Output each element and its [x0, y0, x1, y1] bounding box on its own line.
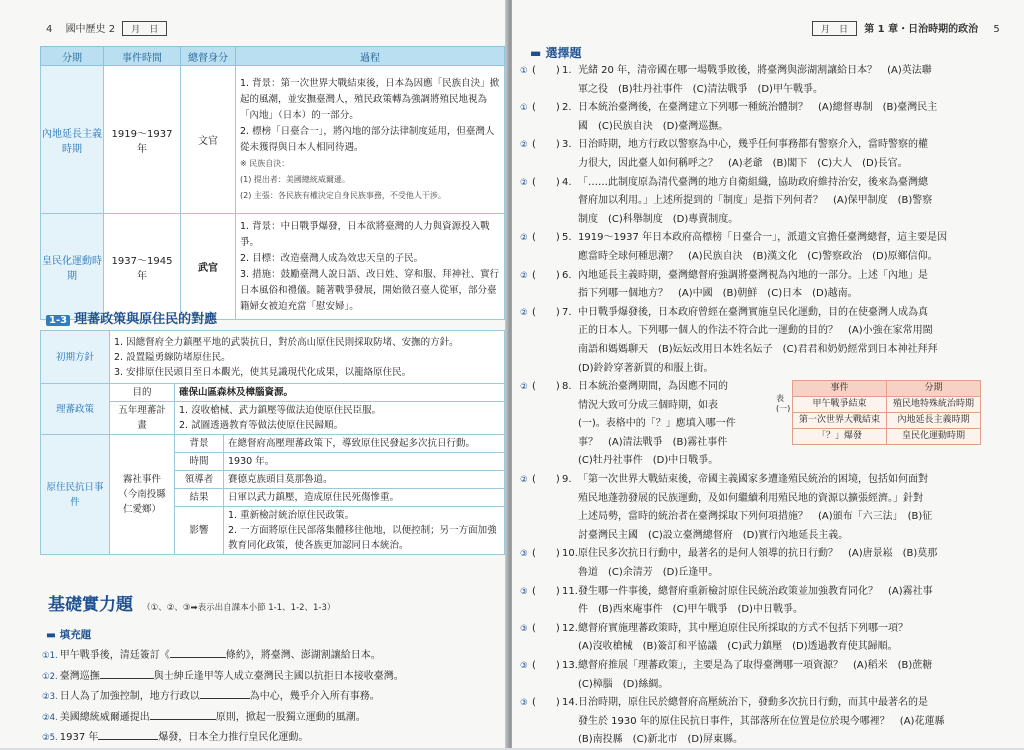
question-line: (D)鈴鈴穿著新買的和服上街。	[578, 362, 714, 374]
row-key: 背景	[175, 435, 224, 453]
fill-item	[42, 646, 404, 667]
question-line: 應當時全球何種思潮？ (A)民族自決 (B)漢文化 (C)警察政治 (D)原鄉信仰。	[578, 250, 938, 262]
date-box: 月 日	[812, 21, 857, 36]
table-cell: 第一次世界大戰結束	[793, 413, 887, 429]
question-line: 事？ (A)清法戰爭 (B)霧社事件	[578, 436, 728, 448]
question-line: 「……此制度原為清代臺灣的地方自衛組織，協助政府維持治安，後來為臺灣總	[578, 176, 928, 188]
question-line: (一)。表格中的「？」應填入哪一件	[578, 418, 736, 430]
col-time: 事件時間	[104, 47, 181, 66]
question-number: 5.	[562, 232, 572, 244]
time-cell: 1937～1945 年	[104, 214, 181, 320]
table-cell: 「？」爆發	[793, 429, 887, 445]
item-mark: ②4.	[42, 712, 58, 723]
policy-label: 理蕃政策	[41, 384, 110, 435]
row-key: 領導者	[175, 471, 224, 489]
question-number: 13.	[562, 660, 578, 671]
answer-box[interactable]: ( )	[532, 585, 560, 597]
question-mark: ②	[520, 475, 528, 486]
answer-blank[interactable]	[170, 646, 226, 658]
question-line: (B)南投縣 (C)新北市 (D)屏東縣。	[578, 734, 743, 746]
item-text: 為中心，幾乎介入所有事務。	[249, 691, 380, 702]
question-number: 6.	[562, 269, 572, 281]
question-mark: ①	[520, 66, 528, 76]
question-item	[520, 583, 998, 620]
col-process: 過程	[236, 47, 505, 66]
process-item: 2. 目標：改造臺灣人成為效忠天皇的子民。	[240, 252, 424, 264]
question-line: 原住民多次抗日行動中，最著名的是何人領導的抗日行動？ (A)唐景崧 (B)莫那	[578, 548, 938, 560]
left-page	[0, 0, 508, 748]
question-number: 9.	[562, 474, 572, 486]
answer-box[interactable]: ( )	[532, 269, 560, 281]
col-governor: 總督身分	[181, 47, 236, 66]
date-box: 月 日	[122, 21, 167, 36]
right-header	[808, 20, 1000, 36]
answer-box[interactable]: ( )	[532, 697, 560, 709]
question-line: 中日戰爭爆發後，日本政府曾經在臺灣實施皇民化運動，目的在使臺灣人成為真	[578, 306, 928, 318]
question-line: 日本統治臺灣期間，為因應不同的	[578, 381, 728, 393]
chapter-title: 第 1 章・日治時期的政治	[864, 24, 979, 35]
question-line: 件 (B)西來庵事件 (C)甲午戰爭 (D)中日戰爭。	[578, 604, 803, 616]
left-header	[46, 20, 171, 36]
item-text: 1937 年	[59, 732, 99, 743]
question-line: 督府加以利用。」上述所提到的「制度」是指下列何者？ (A)保甲制度 (B)警察	[578, 195, 933, 207]
period-mini-table	[792, 380, 981, 445]
table-caption: 表(一)	[776, 394, 791, 414]
question-item	[520, 620, 998, 657]
plan-cell	[175, 402, 505, 435]
answer-box[interactable]: ( )	[532, 102, 560, 114]
question-line: 殖民地蓬勃發展的民族運動，及如何繼續利用殖民地的資源以擴張經濟。」針對	[578, 492, 923, 504]
table-row	[41, 435, 505, 453]
question-line: 發生於 1930 年的原住民抗日事件，其部落所在位置是位於現今哪裡？ (A)花蓮縣	[578, 715, 945, 727]
question-line: 討臺灣民主國 (C)設立臺灣總督府 (D)實行內地延長主義。	[578, 529, 849, 541]
question-mark: ②	[520, 270, 528, 281]
question-number: 3.	[562, 139, 572, 151]
answer-box[interactable]: ( )	[532, 548, 560, 560]
fill-heading: ▬ 填充題	[46, 629, 92, 641]
fill-heading-text: 填充題	[59, 629, 92, 641]
row-value: 在總督府高壓理蕃政策下，導致原住民發起多次抗日行動。	[224, 435, 505, 453]
time-cell: 1919～1937 年	[104, 66, 181, 214]
list-item: 1. 因總督府全力鎮壓平地的武裝抗日，對於高山原住民則採取防堵、安撫的方針。	[114, 336, 459, 348]
period-cell: 皇民化運動時期	[41, 214, 104, 320]
question-item	[520, 136, 998, 173]
question-mark: ②	[520, 177, 528, 188]
question-item	[520, 694, 998, 750]
choice-heading-text: 選擇題	[545, 46, 582, 60]
question-line: 光緒 20 年，清帝國在哪一場戰爭敗後，將臺灣與澎湖割讓給日本？ (A)英法聯	[578, 65, 932, 76]
question-item	[520, 545, 998, 582]
question-mark: ②	[520, 307, 528, 318]
question-item	[520, 99, 998, 136]
answer-box[interactable]: ( )	[532, 176, 560, 188]
resist-label: 原住民抗日事件	[41, 435, 110, 555]
question-mark: ③	[520, 661, 528, 671]
event-label: 霧社事件（今南投縣仁愛鄉）	[110, 435, 175, 555]
question-line: 日治時期，地方行政以警察為中心，幾乎任何事務都有警察介入，當時警察的權	[578, 139, 928, 151]
period-cell: 內地延長主義時期	[41, 66, 104, 214]
table-row	[793, 397, 981, 413]
fill-item	[42, 687, 404, 708]
page-number: 5	[993, 24, 1000, 35]
question-mark: ③	[520, 549, 528, 560]
fill-item	[42, 728, 404, 748]
question-number: 11.	[562, 585, 578, 597]
item-text: 日人為了加強控制，地方行政以	[59, 691, 200, 702]
question-number: 2.	[562, 102, 572, 114]
question-item	[520, 229, 998, 266]
question-mark: ②	[520, 382, 528, 393]
question-line: 魯道 (C)余清芳 (D)丘逢甲。	[578, 567, 719, 579]
item-mark: ②3.	[42, 692, 58, 702]
question-number: 10.	[562, 548, 578, 560]
answer-blank[interactable]	[200, 687, 250, 699]
list-item: 2. 一方面將原住民部落集體移往他地，以便控制；另一方面加強教育同化政策，使各族更加認同日本統治。	[228, 525, 497, 551]
answer-box[interactable]: ( )	[532, 622, 560, 634]
item-mark: ②5.	[42, 733, 58, 743]
question-line: 總督府推展「理蕃政策」，主要是為了取得臺灣哪一項資源？ (A)稻米 (B)蔗糖	[578, 660, 933, 671]
item-text: 美國總統威爾遜提出	[59, 711, 150, 723]
answer-box[interactable]: ( )	[532, 306, 560, 318]
question-line: 力很大，因此臺人如何稱呼之？ (A)老爺 (B)閣下 (C)大人 (D)長官。	[578, 157, 908, 169]
question-line: 「第一次世界大戰結束後，帝國主義國家多遭逢殖民統治的困境，包括如何面對	[578, 474, 928, 486]
question-line: 內地延長主義時期，臺灣總督府強調將臺灣視為內地的一部分。上述「內地」是	[578, 269, 928, 281]
early-label: 初期方針	[41, 331, 110, 384]
question-item	[520, 471, 998, 545]
answer-box[interactable]: ( )	[532, 660, 560, 671]
answer-box[interactable]: ( )	[532, 474, 560, 486]
table-cell: 殖民地特殊統治時期	[887, 397, 981, 413]
question-number: 12.	[562, 622, 578, 634]
note-line: (2) 主張：各民族有權決定自身民族事務，不受他人干涉。	[240, 190, 446, 200]
note-line: (1) 提出者：美國總統威爾遜。	[240, 174, 350, 184]
question-mark: ③	[520, 586, 528, 597]
governor-cell: 武官	[181, 214, 236, 320]
item-text: 甲午戰爭後，清廷簽訂《	[59, 650, 170, 661]
item-text: 臺灣巡撫	[59, 670, 100, 682]
answer-box[interactable]: ( )	[532, 139, 560, 151]
question-line: 制度 (C)科舉制度 (D)專賣制度。	[578, 213, 739, 225]
process-item: 3. 措施：鼓勵臺灣人說日語、改日姓、穿和服、拜神社、實行日本風俗和禮儀。隨著戰爭發展，開始徵召臺人從軍，部分臺籍婦女被迫充當「慰安婦」。	[240, 268, 500, 312]
question-line: 指下列哪一個地方？ (A)中國 (B)朝鮮 (C)日本 (D)越南。	[578, 288, 858, 300]
question-mark: ①	[520, 103, 528, 114]
question-line: (A)沒收槍械 (B)簽訂和平協議 (C)武力鎮壓 (D)透過教育使其歸順。	[578, 641, 898, 653]
process-cell	[236, 214, 505, 320]
list-item: 2. 試圖透過教育等做法使原住民歸順。	[179, 420, 344, 431]
question-line: 國 (C)民族自決 (D)臺灣巡撫。	[578, 120, 729, 132]
answer-box[interactable]: ( )	[532, 65, 560, 76]
governor-cell: 文官	[181, 66, 236, 214]
section-heading	[46, 308, 217, 327]
table-row	[793, 429, 981, 445]
book-title: 國中歷史 2	[65, 24, 116, 35]
col-period: 分期	[41, 47, 104, 66]
question-line: 日治時期，原住民於總督府高壓統治下，發動多次抗日行動，而其中最著名的是	[578, 697, 928, 709]
question-line: 發生哪一件事後，總督府重新檢討原住民統治政策並加強教育同化？ (A)霧社事	[578, 585, 933, 597]
question-line: (C)牡丹社事件 (D)中日戰爭。	[578, 455, 719, 467]
question-item	[520, 267, 998, 304]
row-key: 結果	[175, 489, 224, 507]
policy-table	[40, 330, 505, 555]
item-text: 爆發，日本全力推行皇民化運動。	[158, 732, 309, 743]
note-line: ※ 民族自決：	[240, 158, 290, 168]
process-cell	[236, 66, 505, 214]
section-tag: 1-3	[46, 315, 70, 326]
table-row	[41, 402, 505, 435]
question-number: 4.	[562, 176, 572, 188]
item-text: 原則，掀起一股獨立運動的風潮。	[215, 711, 366, 723]
list-item: 1. 重新檢討統治原住民政策。	[228, 510, 355, 521]
list-item: 2. 設置隘勇線防堵原住民。	[114, 351, 231, 363]
answer-blank[interactable]	[100, 667, 154, 679]
item-text: 條約》，將臺灣、澎湖割讓給日本。	[225, 650, 381, 661]
table-cell: 甲午戰爭結束	[793, 397, 887, 413]
item-mark: ①2.	[42, 671, 58, 682]
question-number: 7.	[562, 306, 572, 318]
question-mark: ②	[520, 233, 528, 244]
early-cell	[110, 331, 505, 384]
period-table	[40, 46, 505, 320]
row-value: 賽德克族頭目莫那魯道。	[224, 471, 505, 489]
answer-blank[interactable]	[98, 728, 158, 740]
answer-blank[interactable]	[150, 708, 216, 720]
process-item: 1. 背景：第一次世界大戰結束後，日本為因應「民族自決」掀起的風潮，並安撫臺灣人，殖民政策轉為強調將殖民地視為「內地」（日本）的一部分。	[240, 77, 500, 121]
table-row	[41, 66, 505, 214]
basic-section-heading	[48, 590, 335, 615]
question-mark: ③	[520, 623, 528, 634]
question-item	[520, 62, 998, 99]
process-item: 2. 標榜「日臺合一」，將內地的部分法律制度延用，但臺灣人從未獲得與日本人相同待遇。	[240, 125, 495, 153]
question-list	[520, 62, 998, 750]
question-line: 南語和媽媽聊天 (B)妘妘改用日本姓名妘子 (C)君君和奶奶經常到日本神社拜拜	[578, 343, 938, 355]
question-item	[520, 657, 998, 694]
question-line: 總督府實施理蕃政策時，其中壓迫原住民所採取的方式不包括下列哪一項？	[578, 622, 908, 634]
table-cell: 皇民化運動時期	[887, 429, 981, 445]
process-item: 1. 背景：中日戰爭爆發，日本欲將臺灣的人力與資源投入戰爭。	[240, 220, 490, 248]
row-value: 日軍以武力鎮壓，造成原住民死傷慘重。	[224, 489, 505, 507]
question-item	[520, 304, 998, 378]
row-value: 1930 年。	[224, 453, 505, 471]
question-mark: ②	[520, 140, 528, 151]
table-row	[41, 214, 505, 320]
question-number: 1.	[562, 65, 572, 76]
fill-item	[42, 708, 404, 729]
list-item: 1. 沒收槍械、武力鎮壓等做法迫使原住民臣服。	[179, 405, 382, 416]
table-row	[793, 413, 981, 429]
item-mark: ①1.	[42, 651, 58, 661]
page-number: 4	[46, 24, 53, 35]
question-line: (C)樟腦 (D)絲綢。	[578, 678, 669, 690]
goal-cell: 確保山區森林及樟腦資源。	[175, 384, 505, 402]
question-line: 上述局勢，當時的統治者在臺灣採取下列何項措施？ (A)頒布「六三法」 (B)征	[578, 511, 933, 523]
table-cell: 內地延長主義時期	[887, 413, 981, 429]
fill-item	[42, 667, 404, 688]
fill-list	[42, 646, 404, 748]
question-line: 1919～1937 年日本政府高標榜「日臺合一」，派遣文官擔任臺灣總督，這主要是因	[578, 232, 948, 244]
answer-box[interactable]: ( )	[532, 381, 560, 393]
question-item	[520, 174, 998, 230]
table-row	[41, 384, 505, 402]
plan-label: 五年理蕃計畫	[110, 402, 175, 435]
question-line: 情況大致可分成三個時期，如表	[578, 399, 718, 411]
question-mark: ③	[520, 698, 528, 709]
question-item	[520, 378, 998, 471]
row-value	[224, 507, 505, 555]
basic-hint: （①、②、③➡表示出自課本小節 1-1、1-2、1-3）	[142, 603, 336, 613]
item-text: 與士紳丘逢甲等人成立臺灣民主國以抗拒日本接收臺灣。	[153, 670, 404, 682]
question-line: 軍之役 (B)牡丹社事件 (C)清法戰爭 (D)甲午戰爭。	[578, 83, 823, 95]
goal-label: 目的	[110, 384, 175, 402]
answer-box[interactable]: ( )	[532, 232, 560, 244]
table-header: 事件	[793, 381, 887, 397]
choice-heading: ▬ 選擇題	[530, 46, 582, 60]
section-title: 理蕃政策與原住民的對應	[74, 312, 218, 327]
table-row	[41, 331, 505, 384]
row-key: 影響	[175, 507, 224, 555]
row-key: 時間	[175, 453, 224, 471]
list-item: 3. 安排原住民頭目至日本觀光，使其見識現代化成果，以籠絡原住民。	[114, 366, 412, 378]
question-line: 正的日本人。下列哪一個人的作法不符合此一運動的目的？ (A)小強在家常用閩	[578, 325, 933, 337]
question-number: 8.	[562, 381, 572, 393]
question-number: 14.	[562, 697, 578, 709]
question-line: 日本統治臺灣後，在臺灣建立下列哪一種統治體制？ (A)總督專制 (B)臺灣民主	[578, 102, 938, 114]
table-header: 分期	[887, 381, 981, 397]
basic-title: 基礎實力題	[48, 595, 133, 615]
